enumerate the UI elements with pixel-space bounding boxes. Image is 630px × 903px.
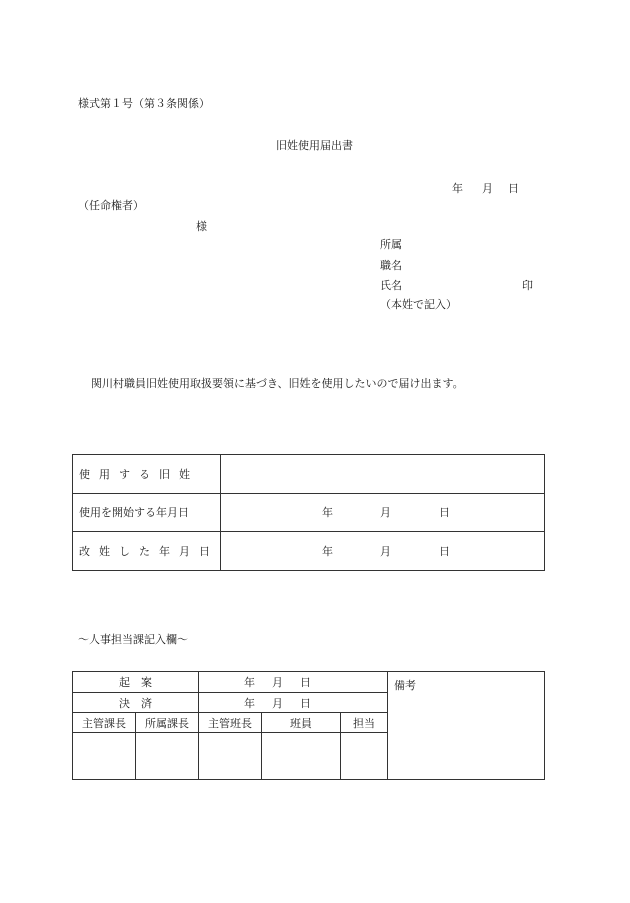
day-label: 日	[300, 676, 311, 689]
year-label: 年	[452, 182, 463, 195]
seal-box[interactable]	[136, 733, 199, 780]
position-label: 職名	[380, 259, 402, 272]
seal-box[interactable]	[262, 733, 341, 780]
role-header: 担当	[341, 713, 388, 733]
day-label: 日	[439, 545, 450, 559]
decision-date-field[interactable]	[199, 693, 388, 713]
day-label: 日	[439, 506, 450, 520]
month-label: 月	[272, 676, 283, 689]
statement-text: 関川村職員旧姓使用取扱要領に基づき、旧姓を使用したいので届け出ます。	[91, 377, 464, 390]
table-row	[73, 532, 545, 571]
draft-date-field[interactable]	[199, 672, 388, 693]
year-label: 年	[244, 676, 255, 689]
role-header: 主管課長	[73, 713, 136, 733]
year-label: 年	[322, 506, 333, 520]
month-label: 月	[272, 696, 283, 710]
role-header: 班員	[262, 713, 341, 733]
seal-box[interactable]	[341, 733, 388, 780]
honorific-label: 様	[196, 220, 207, 233]
seal-box[interactable]	[199, 733, 262, 780]
month-label: 月	[380, 545, 391, 559]
hr-section-heading: ～人事担当課記入欄～	[78, 633, 188, 646]
role-header: 所属課長	[136, 713, 199, 733]
name-change-date-label: 改姓した年月日	[73, 532, 221, 571]
old-surname-field[interactable]	[221, 455, 545, 494]
seal-box[interactable]	[73, 733, 136, 780]
start-date-label: 使用を開始する年月日	[73, 493, 221, 532]
appointer-label: （任命権者）	[78, 199, 144, 212]
seal-label: 印	[522, 279, 533, 292]
table-row	[73, 672, 545, 693]
month-label: 月	[482, 182, 493, 195]
day-label: 日	[508, 182, 519, 195]
hr-approval-table	[72, 671, 545, 780]
submission-date	[0, 180, 630, 194]
name-label: 氏名	[380, 279, 402, 292]
old-surname-table	[72, 454, 545, 571]
old-surname-label: 使用する旧姓	[73, 455, 221, 494]
table-row	[73, 455, 545, 494]
name-note: （本姓で記入）	[380, 298, 457, 311]
role-header: 主管班長	[199, 713, 262, 733]
year-label: 年	[322, 545, 333, 559]
decision-label: 決 済	[73, 693, 199, 713]
remarks-cell[interactable]	[388, 672, 545, 780]
remarks-label: 備考	[394, 679, 417, 692]
name-change-date-field[interactable]	[221, 532, 545, 571]
day-label: 日	[300, 696, 311, 710]
form-number: 様式第１号（第３条関係）	[78, 97, 210, 110]
table-row	[73, 493, 545, 532]
month-label: 月	[380, 506, 391, 520]
draft-label: 起 案	[73, 672, 199, 693]
page-title: 旧姓使用届出書	[276, 139, 353, 152]
department-label: 所属	[380, 238, 402, 251]
year-label: 年	[244, 696, 255, 710]
start-date-field[interactable]	[221, 493, 545, 532]
